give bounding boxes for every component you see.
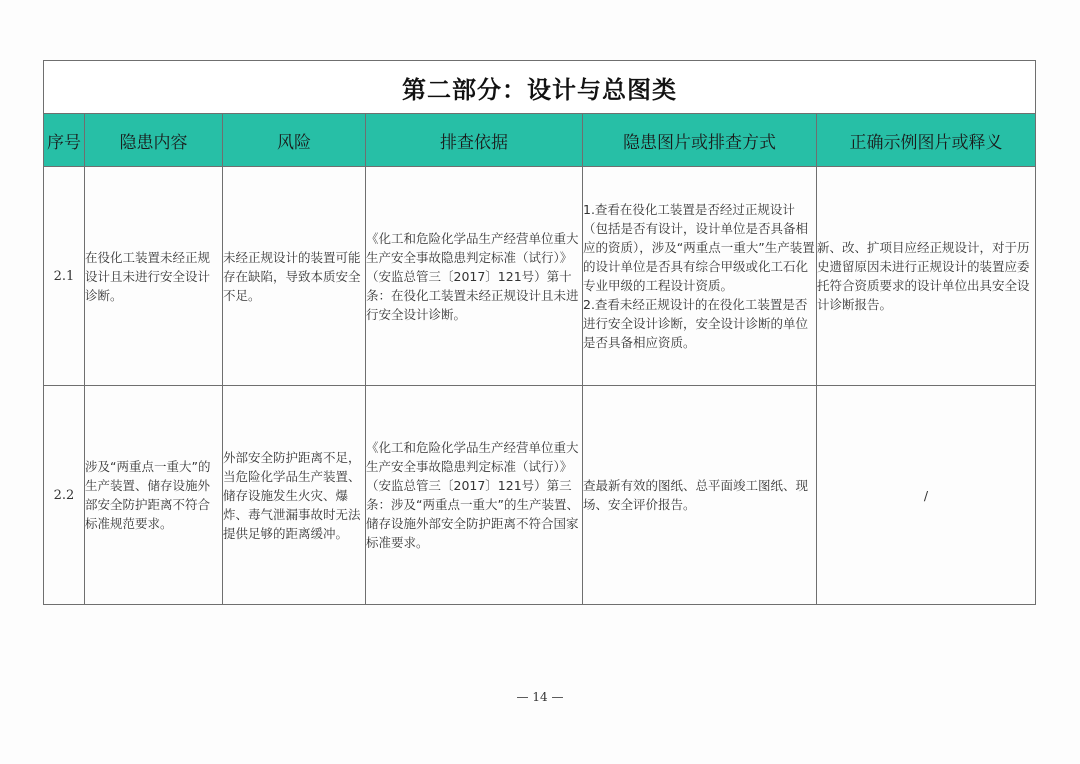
table-row: [44, 386, 1036, 605]
row-index: 2.2: [44, 386, 85, 605]
basis-cell: 《化工和危险化学品生产经营单位重大生产安全事故隐患判定标准（试行）》（安监总管三〔2017〕121号）第三条：涉及“两重点一重大”的生产装置、储存设施外部安全防护距离不符合国家标准要求。: [366, 386, 583, 605]
method-cell: 查最新有效的图纸、总平面竣工图纸、现场、安全评价报告。: [583, 386, 817, 605]
method-item: 2.查看未经正规设计的在役化工装置是否进行安全设计诊断，安全设计诊断的单位是否具备相应资质。: [583, 297, 809, 350]
header-hazard: 隐患内容: [85, 114, 223, 167]
hazard-table: [43, 60, 1036, 605]
method-item: 1.查看在役化工装置是否经过正规设计（包括是否有设计，设计单位是否具备相应的资质），涉及“两重点一重大”生产装置的设计单位是否具有综合甲级或化工石化专业甲级的工程设计资质。: [583, 202, 815, 293]
row-index: 2.1: [44, 167, 85, 386]
table-row: [44, 167, 1036, 386]
basis-cell: 《化工和危险化学品生产经营单位重大生产安全事故隐患判定标准（试行）》（安监总管三〔2017〕121号）第十条：在役化工装置未经正规设计且未进行安全设计诊断。: [366, 167, 583, 386]
example-cell: 新、改、扩项目应经正规设计，对于历史遗留原因未进行正规设计的装置应委托符合资质要求的设计单位出具安全设计诊断报告。: [817, 167, 1036, 386]
header-example: 正确示例图片或释义: [817, 114, 1036, 167]
example-cell: /: [817, 386, 1036, 605]
page-number: — 14 —: [516, 690, 564, 704]
hazard-cell: 涉及“两重点一重大”的生产装置、储存设施外部安全防护距离不符合标准规范要求。: [85, 386, 223, 605]
table-title: 第二部分：设计与总图类: [44, 61, 1036, 114]
method-cell: [583, 167, 817, 386]
header-method: 隐患图片或排查方式: [583, 114, 817, 167]
risk-cell: 外部安全防护距离不足，当危险化学品生产装置、储存设施发生火灾、爆炸、毒气泄漏事故时无法提供足够的距离缓冲。: [223, 386, 366, 605]
header-risk: 风险: [223, 114, 366, 167]
hazard-cell: 在役化工装置未经正规设计且未进行安全设计诊断。: [85, 167, 223, 386]
header-basis: 排查依据: [366, 114, 583, 167]
table-header-row: [44, 114, 1036, 167]
header-index: 序号: [44, 114, 85, 167]
risk-cell: 未经正规设计的装置可能存在缺陷，导致本质安全不足。: [223, 167, 366, 386]
